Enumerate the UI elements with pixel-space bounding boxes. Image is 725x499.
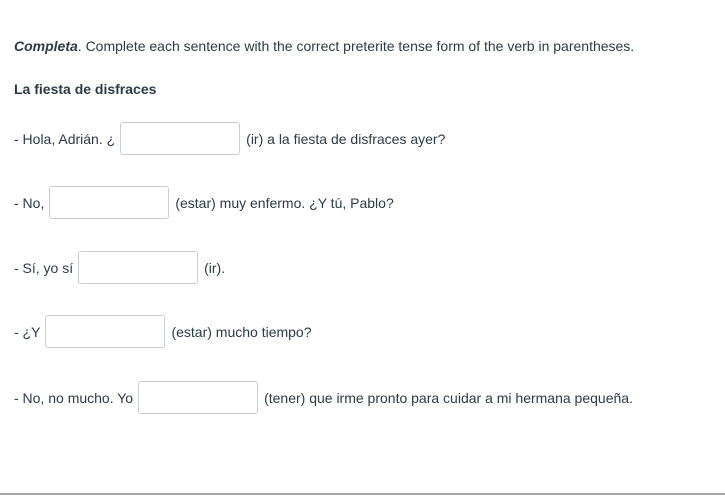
answer-input-5[interactable] <box>138 381 258 414</box>
answer-input-2[interactable] <box>49 186 169 219</box>
answer-input-4[interactable] <box>45 315 165 348</box>
question-instruction <box>14 36 634 56</box>
answer-input-3[interactable] <box>78 251 198 284</box>
sentence-row <box>14 186 394 219</box>
sentence-pre-text: - Sí, yo sí <box>14 259 74 276</box>
sentence-post-text: (estar) muy enfermo. ¿Y tú, Pablo? <box>175 194 394 211</box>
sentence-row <box>14 315 312 348</box>
sentence-post-text: (ir) a la fiesta de disfraces ayer? <box>246 130 446 147</box>
answer-input-1[interactable] <box>120 122 240 155</box>
sentence-post-text: (estar) mucho tiempo? <box>171 323 312 340</box>
sentence-row <box>14 122 445 155</box>
sentence-post-text: (tener) que irme pronto para cuidar a mi hermana pequeña. <box>264 389 633 406</box>
sentence-pre-text: - No, <box>14 194 45 211</box>
instruction-text: . Complete each sentence with the correct preterite tense form of the verb in parentheses. <box>77 38 635 54</box>
instruction-lead: Completa <box>14 38 78 54</box>
sentence-pre-text: - Hola, Adrián. ¿ <box>14 130 116 147</box>
exercise-title: La fiesta de disfraces <box>14 81 157 97</box>
sentence-row <box>14 251 225 284</box>
sentence-row <box>14 381 633 414</box>
sentence-pre-text: - ¿Y <box>14 323 41 340</box>
sentence-pre-text: - No, no mucho. Yo <box>14 389 134 406</box>
horizontal-divider <box>0 493 725 495</box>
sentence-post-text: (ir). <box>204 259 226 276</box>
